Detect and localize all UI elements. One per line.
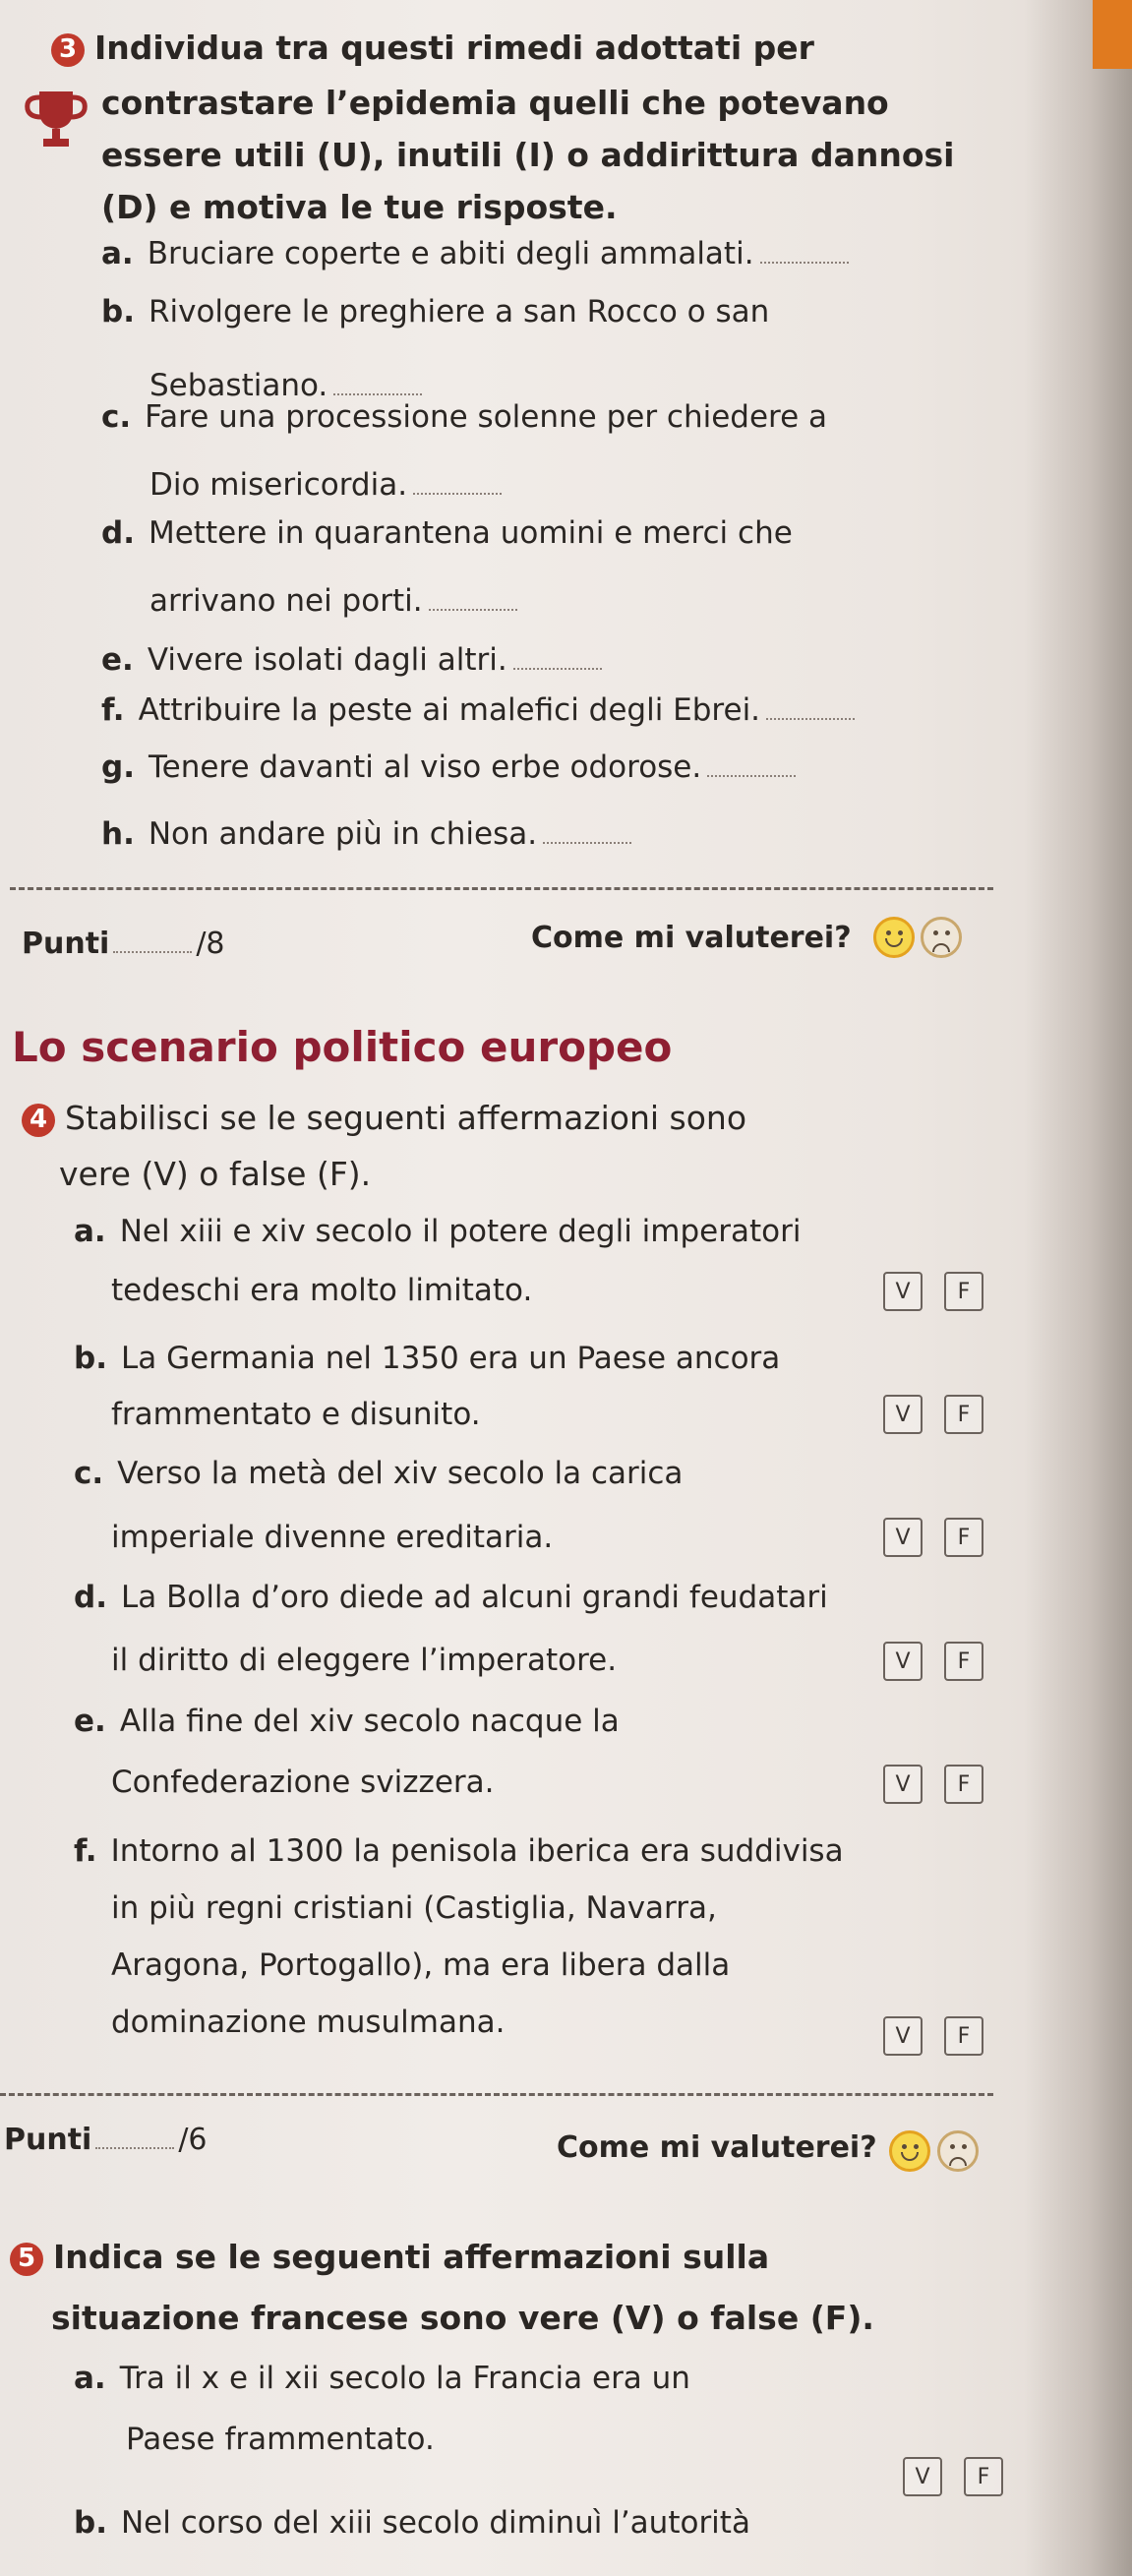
- q4-item-e: e. Alla fine del xiv secolo nacque la: [74, 1704, 620, 1739]
- answer-blank[interactable]: [766, 698, 855, 720]
- answer-blank[interactable]: [760, 242, 849, 264]
- q4-f-vf: [883, 2016, 983, 2056]
- q4-d-vf: [883, 1642, 983, 1681]
- q4-e-vf: [883, 1765, 983, 1804]
- false-box[interactable]: F: [944, 1272, 983, 1311]
- question-3: 3 Individua tra questi rimedi adottati per: [51, 22, 814, 74]
- true-box[interactable]: V: [883, 1518, 923, 1557]
- question-3-line-3: essere utili (U), inutili (I) o addirittura dannosi: [101, 136, 955, 174]
- q4-item-a: a. Nel xiii e xiv secolo il potere degli imperatori: [74, 1214, 802, 1249]
- true-box[interactable]: V: [883, 1642, 923, 1681]
- q4-item-f: f. Intorno al 1300 la penisola iberica era suddivisa: [74, 1833, 844, 1869]
- q4-item-d-cont: il diritto di eleggere l’imperatore.: [111, 1643, 618, 1678]
- section-title: Lo scenario politico europeo: [12, 1023, 673, 1071]
- false-box[interactable]: F: [944, 2016, 983, 2056]
- page-spine-shadow: [1024, 0, 1132, 2576]
- question-4-line-2: vere (V) o false (F).: [59, 1155, 372, 1193]
- true-box[interactable]: V: [883, 1272, 923, 1311]
- q4-item-c-cont: imperiale divenne ereditaria.: [111, 1520, 554, 1555]
- score-blank[interactable]: [95, 2147, 174, 2149]
- answer-blank[interactable]: [429, 589, 517, 611]
- question-4: 4 Stabilisci se le seguenti affermazioni sono: [22, 1092, 746, 1144]
- true-box[interactable]: V: [883, 1395, 923, 1434]
- q3-item-f: f. Attribuire la peste ai malefici degli Ebrei.: [101, 690, 855, 730]
- q3-item-c-cont: Dio misericordia.: [149, 465, 502, 505]
- divider: [10, 887, 993, 890]
- q3-item-a: a. Bruciare coperte e abiti degli ammalati.: [101, 234, 849, 273]
- q3-item-c: c. Fare una processione solenne per chiedere a: [101, 399, 828, 435]
- sad-face-icon[interactable]: [921, 917, 962, 958]
- answer-blank[interactable]: [543, 822, 631, 844]
- q4-item-c: c. Verso la metà del xiv secolo la carica: [74, 1456, 684, 1491]
- q5-item-b: b. Nel corso del xiii secolo diminuì l’autorità: [74, 2505, 750, 2541]
- q4-item-f-cont: in più regni cristiani (Castiglia, Navarra,: [111, 1890, 717, 1926]
- q4-item-d: d. La Bolla d’oro diede ad alcuni grandi feudatari: [74, 1580, 828, 1615]
- false-box[interactable]: F: [944, 1518, 983, 1557]
- q4-b-vf: [883, 1395, 983, 1434]
- divider: [0, 2093, 993, 2096]
- true-box[interactable]: V: [883, 1765, 923, 1804]
- q3-item-b: b. Rivolgere le preghiere a san Rocco o san: [101, 294, 770, 329]
- q3-item-d-cont: arrivano nei porti.: [149, 581, 517, 621]
- question-3-line-2: contrastare l’epidemia quelli che potevano: [101, 84, 889, 122]
- q4-item-b-cont: frammentato e disunito.: [111, 1397, 481, 1432]
- score-blank[interactable]: [113, 951, 192, 953]
- q3-item-b-cont: Sebastiano.: [149, 366, 422, 405]
- false-box[interactable]: F: [944, 1642, 983, 1681]
- q4-item-f-cont2: Aragona, Portogallo), ma era libera dalla: [111, 1947, 731, 1983]
- cover-edge: [1093, 0, 1132, 69]
- q3-item-e: e. Vivere isolati dagli altri.: [101, 640, 602, 680]
- q5-item-a-cont: Paese frammentato.: [126, 2422, 435, 2457]
- q5-a-vf: [903, 2457, 1003, 2496]
- q5-item-a: a. Tra il x e il xii secolo la Francia era un: [74, 2361, 690, 2396]
- happy-face-icon[interactable]: [873, 917, 915, 958]
- self-evaluation-label: Come mi valuterei?: [531, 921, 852, 955]
- question-3-line-4: (D) e motiva le tue risposte.: [101, 188, 618, 226]
- q4-a-vf: [883, 1272, 983, 1311]
- q4-item-f-cont3: dominazione musulmana.: [111, 2005, 506, 2040]
- score-q3: Punti /8: [22, 927, 225, 961]
- sad-face-icon[interactable]: [937, 2130, 979, 2172]
- q4-c-vf: [883, 1518, 983, 1557]
- q4-item-e-cont: Confederazione svizzera.: [111, 1765, 495, 1800]
- answer-blank[interactable]: [413, 473, 502, 495]
- false-box[interactable]: F: [944, 1395, 983, 1434]
- score-q4: Punti /6: [4, 2123, 208, 2157]
- q3-item-d: d. Mettere in quarantena uomini e merci che: [101, 515, 793, 551]
- question-number-badge: 3: [51, 33, 85, 67]
- q4-item-a-cont: tedeschi era molto limitato.: [111, 1273, 533, 1308]
- q3-item-h: h. Non andare più in chiesa.: [101, 814, 631, 854]
- question-5: 5 Indica se le seguenti affermazioni sulla: [10, 2231, 769, 2283]
- answer-blank[interactable]: [513, 648, 602, 670]
- happy-face-icon[interactable]: [889, 2130, 930, 2172]
- q3-item-g: g. Tenere davanti al viso erbe odorose.: [101, 748, 796, 787]
- question-number-badge: 4: [22, 1104, 55, 1137]
- true-box[interactable]: V: [883, 2016, 923, 2056]
- question-number-badge: 5: [10, 2243, 43, 2276]
- answer-blank[interactable]: [333, 374, 422, 395]
- answer-blank[interactable]: [707, 755, 796, 777]
- false-box[interactable]: F: [964, 2457, 1003, 2496]
- self-evaluation-label: Come mi valuterei?: [557, 2130, 877, 2165]
- true-box[interactable]: V: [903, 2457, 942, 2496]
- trophy-icon: [22, 84, 90, 156]
- question-5-line-2: situazione francese sono vere (V) o false (F).: [51, 2299, 874, 2337]
- false-box[interactable]: F: [944, 1765, 983, 1804]
- q4-item-b: b. La Germania nel 1350 era un Paese ancora: [74, 1341, 781, 1376]
